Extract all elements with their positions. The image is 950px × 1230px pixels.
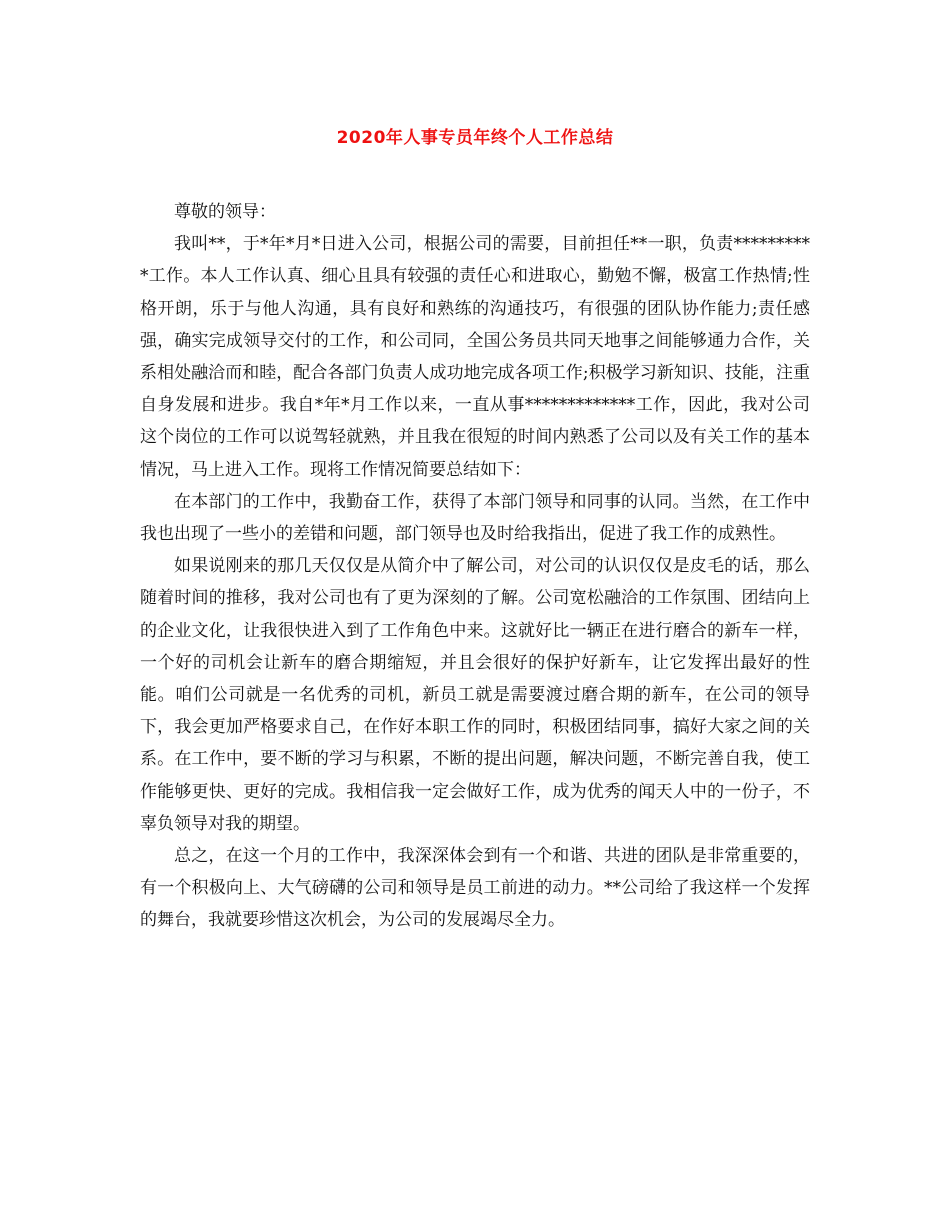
- document-body: [140, 196, 810, 937]
- salutation: 尊敬的领导：: [174, 202, 276, 222]
- paragraph-introduction: 我叫**，于*年*月*日进入公司，根据公司的需要，目前担任**一职，负责**********工作。本人工作认真、细心且具有较强的责任心和进取心，勤勉不懈，极富工作热情;性格开朗，乐于与他人沟通，具有良好和熟练的沟通技巧，有很强的团队协作能力;责任感强，确实完成领导交付的工作，和公司同，全国公务员共同天地事之间能够通力合作，关系相处融洽而和睦，配合各部门负责人成功地完成各项工作;积极学习新知识、技能，注重自身发展和进步。我自*年*月工作以来，一直从事*************工作，因此，我对公司这个岗位的工作可以说驾轻就熟，并且我在很短的时间内熟悉了公司以及有关工作的基本情况，马上进入工作。现将工作情况简要总结如下：: [140, 234, 810, 480]
- document-title: 2020年人事专员年终个人工作总结: [336, 128, 614, 148]
- paragraph-department-work: 在本部门的工作中，我勤奋工作，获得了本部门领导和同事的认同。当然，在工作中我也出现了一些小的差错和问题，部门领导也及时给我指出，促进了我工作的成熟性。: [140, 491, 810, 545]
- paragraph-company-understanding: 如果说刚来的那几天仅仅是从简介中了解公司，对公司的认识仅仅是皮毛的话，那么随着时间的推移，我对公司也有了更为深刻的了解。公司宽松融洽的工作氛围、团结向上的企业文化，让我很快进入到了工作角色中来。这就好比一辆正在进行磨合的新车一样，一个好的司机会让新车的磨合期缩短，并且会很好的保护好新车，让它发挥出最好的性能。咱们公司就是一名优秀的司机，新员工就是需要渡过磨合期的新车，在公司的领导下，我会更加严格要求自己，在作好本职工作的同时，积极团结同事，搞好大家之间的关系。在工作中，要不断的学习与积累，不断的提出问题，解决问题，不断完善自我，使工作能够更快、更好的完成。我相信我一定会做好工作，成为优秀的闻天人中的一份子，不辜负领导对我的期望。: [140, 556, 810, 834]
- paragraph-conclusion: 总之，在这一个月的工作中，我深深体会到有一个和谐、共进的团队是非常重要的，有一个积极向上、大气磅礴的公司和领导是员工前进的动力。**公司给了我这样一个发挥的舞台，我就要珍惜这次机会，为公司的发展竭尽全力。: [140, 846, 810, 931]
